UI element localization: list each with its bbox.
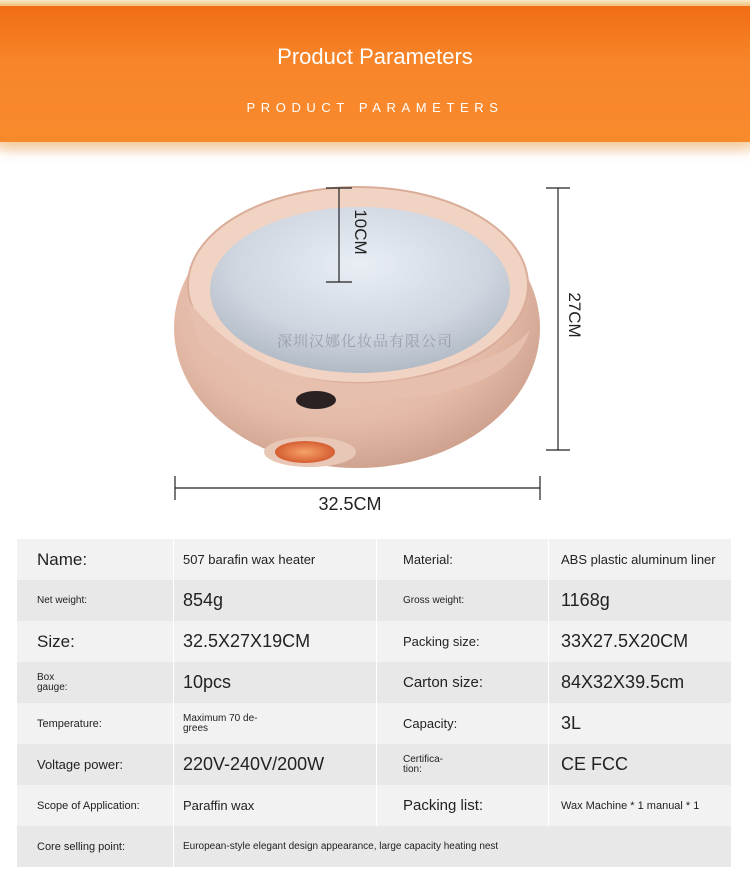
spec-table — [17, 539, 731, 867]
name-value: 507 barafin wax heater — [174, 539, 377, 580]
certification-label-line2: tion: — [403, 763, 422, 775]
spec-row-size — [17, 621, 731, 662]
certification-label-line1: Certifica- — [403, 753, 444, 765]
banner-subtitle: PRODUCT PARAMETERS — [246, 100, 504, 115]
spec-row-name — [17, 539, 731, 580]
packing-list-label: Packing list: — [377, 785, 549, 826]
gross-weight-value: 1168g — [561, 590, 610, 610]
spec-row-scope — [17, 785, 731, 826]
voltage-label: Voltage power: — [17, 744, 174, 785]
core-selling-point-label: Core selling point: — [17, 826, 174, 867]
certification-label — [377, 744, 549, 785]
banner-top-stripe — [0, 0, 750, 6]
carton-size-value: 84X32X39.5cm — [561, 672, 685, 692]
temperature-value-line1: Maximum 70 de- — [183, 712, 258, 724]
temperature-value-line2: grees — [183, 722, 209, 734]
temperature-knob — [275, 441, 335, 463]
packing-size-label: Packing size: — [377, 621, 549, 662]
handle-slot — [296, 391, 336, 409]
spec-row-temperature — [17, 703, 731, 744]
depth-dimension-label: 10CM — [351, 209, 370, 255]
size-label: Size: — [17, 621, 174, 662]
scope-label: Scope of Application: — [17, 785, 174, 826]
box-gauge-label-line1: Box — [37, 671, 55, 683]
voltage-value: 220V-240V/200W — [174, 744, 377, 785]
certification-value: CE FCC — [561, 754, 628, 774]
material-label: Material: — [377, 539, 549, 580]
box-gauge-label-line2: gauge: — [37, 681, 68, 693]
banner-title: Product Parameters — [277, 44, 473, 69]
spec-row-box — [17, 662, 731, 703]
core-selling-point-value: European-style elegant design appearance, large capacity heating nest — [183, 840, 499, 852]
box-gauge-label — [17, 662, 174, 703]
packing-list-value: Wax Machine * 1 manual * 1 — [561, 799, 700, 812]
header-banner — [0, 0, 750, 142]
material-value: ABS plastic aluminum liner — [561, 552, 716, 567]
scope-value: Paraffin wax — [174, 785, 377, 826]
temperature-value — [174, 703, 377, 744]
carton-size-label: Carton size: — [377, 662, 549, 703]
net-weight-value: 854g — [174, 580, 377, 621]
banner-glow — [0, 142, 750, 156]
net-weight-label: Net weight: — [17, 580, 174, 621]
packing-size-value: 33X27.5X20CM — [561, 631, 689, 651]
company-watermark: 深圳汉娜化妆品有限公司 — [276, 332, 453, 350]
box-gauge-value: 10pcs — [174, 662, 377, 703]
capacity-label: Capacity: — [377, 703, 549, 744]
capacity-value: 3L — [561, 713, 582, 733]
spec-row-weight — [17, 580, 731, 621]
temperature-label: Temperature: — [17, 703, 174, 744]
height-dimension-label: 27CM — [565, 292, 584, 338]
width-dimension-label: 32.5CM — [318, 494, 382, 514]
spec-row-voltage — [17, 744, 731, 785]
gross-weight-label: Gross weight: — [377, 580, 549, 621]
size-value: 32.5X27X19CM — [174, 621, 377, 662]
name-label: Name: — [17, 539, 174, 580]
spec-row-core — [17, 826, 731, 867]
